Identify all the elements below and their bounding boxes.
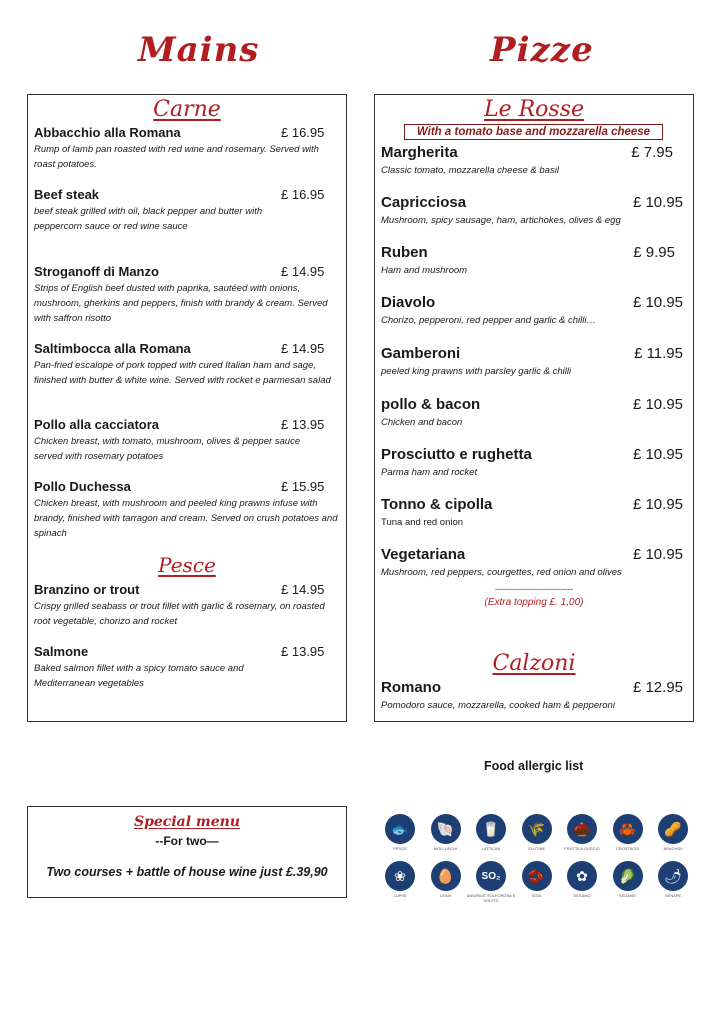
item-name: Beef steak — [34, 187, 100, 202]
item-description: Classic tomato, mozzarella cheese & basil — [381, 165, 559, 176]
item-description: Mushroom, red peppers, courgettes, red onion and olives — [381, 567, 622, 578]
item-name: Stroganoff di Manzo — [34, 264, 159, 279]
item-name: Capricciosa — [381, 194, 467, 211]
item-price: £ 13.95 — [281, 644, 325, 659]
sesame-icon: ✿ — [567, 861, 597, 891]
fish-icon: 🐟 — [385, 814, 415, 844]
allergen-label: ARACHIDI — [663, 846, 683, 851]
carne-heading: Carne — [153, 97, 221, 122]
item-description: Parma ham and rocket — [381, 467, 478, 478]
soy-icon: 🫘 — [522, 861, 552, 891]
item-price: £ 15.95 — [281, 479, 325, 494]
item-description: Tuna and red onion — [381, 517, 464, 528]
divider-line: -------------------------- — [495, 584, 573, 594]
shell-icon: 🐚 — [431, 814, 461, 844]
item-price: £ 10.95 — [632, 446, 683, 463]
item-description: Chicken and bacon — [381, 417, 463, 428]
mustard-icon: 🌶 — [658, 861, 688, 891]
item-description: Crispy grilled seabass or trout fillet with garlic & rosemary, on roasted root vegetable, chorizo and rocket — [34, 601, 325, 627]
lupin-icon: ❀ — [385, 861, 415, 891]
allergen-label: SOIA — [531, 893, 542, 898]
peanut-icon: 🥜 — [658, 814, 688, 844]
wheat-icon: 🌾 — [522, 814, 552, 844]
special-menu-box — [27, 806, 347, 898]
item-name: Tonno & cipolla — [381, 496, 493, 513]
milk-icon: 🥛 — [476, 814, 506, 844]
item-name: Branzino or trout — [34, 582, 140, 597]
crab-icon: 🦀 — [613, 814, 643, 844]
allergen-label: UOVA — [439, 893, 452, 898]
celery-icon: 🥬 — [613, 861, 643, 891]
egg-icon: 🥚 — [431, 861, 461, 891]
extra-topping-note: (Extra topping £. 1,00) — [484, 597, 584, 608]
item-name: Pollo alla cacciatora — [34, 417, 160, 432]
item-price: £ 14.95 — [281, 582, 325, 597]
item-price: £ 11.95 — [634, 345, 683, 362]
item-description: Chicken breast, with tomato, mushroom, olives & pepper sauce served with rosemary potatoes — [34, 436, 301, 462]
allergen-label: MOLLUSCHI — [433, 846, 458, 851]
item-name: Romano — [381, 679, 441, 696]
allergen-label: FRUTTA A GUSCIO — [564, 846, 600, 851]
item-description: Baked salmon fillet with a spicy tomato sauce and Mediterranean vegetables — [34, 663, 244, 689]
item-description: peeled king prawns with parsley garlic & chilli — [381, 366, 572, 377]
pizze-panel — [374, 94, 694, 722]
special-menu-offer: Two courses + battle of house wine just £.39,90 — [46, 865, 328, 879]
allergen-label: PESCE — [393, 846, 407, 851]
item-price: £ 10.95 — [632, 496, 683, 513]
allergen-label: CROSTACEI — [615, 846, 640, 851]
item-name: pollo & bacon — [381, 396, 481, 413]
item-description: Rump of lamb pan roasted with red wine and rosemary. Served with roast potatoes. — [34, 144, 319, 170]
allergen-label: LUPINI — [393, 893, 407, 898]
item-name: Vegetariana — [381, 546, 466, 563]
item-price: £ 12.95 — [632, 679, 683, 696]
item-name: Diavolo — [381, 294, 436, 311]
item-name: Pollo Duchessa — [34, 479, 131, 494]
item-price: £ 10.95 — [632, 396, 683, 413]
item-name: Prosciutto e rughetta — [381, 446, 532, 463]
item-price: £ 10.95 — [632, 546, 683, 563]
item-price: £ 14.95 — [281, 341, 325, 356]
allergen-list-title: Food allergic list — [484, 759, 584, 773]
item-price: £ 10.95 — [632, 194, 683, 211]
item-price: £ 14.95 — [281, 264, 325, 279]
allergen-label: SENAPE — [664, 893, 682, 898]
item-name: Salmone — [34, 644, 89, 659]
allergen-grid — [380, 812, 700, 902]
item-description: Strips of English beef dusted with paprika, sautéed with onions, mushroom, gherkins and peppers, finish with brandy & cream. Served with saffron risotto — [34, 283, 328, 324]
allergen-label: LATTICINI — [481, 846, 501, 851]
le-rosse-heading: Le Rosse — [483, 97, 585, 122]
item-description: Chicken breast, with mushroom and peeled king prawns infuse with brandy, finished with tarragon and cream. Served on crush potatoes and spinach — [34, 498, 338, 539]
item-name: Ruben — [381, 244, 428, 261]
allergen-label: SEDANO — [619, 893, 636, 898]
item-name: Gamberoni — [381, 345, 461, 362]
special-menu-title: Special menu — [134, 814, 240, 830]
item-price: £ 16.95 — [281, 125, 325, 140]
allergen-label: GLUTINE — [527, 846, 546, 851]
item-price: £ 13.95 — [281, 417, 325, 432]
item-name: Saltimbocca alla Romana — [34, 341, 191, 356]
mains-heading: Mains — [138, 30, 260, 70]
allergen-label: SESAMO — [573, 893, 591, 898]
item-name: Abbacchio alla Romana — [34, 125, 181, 140]
allergen-label: ANIDRIDE SOLFOROSA E SOLFITI — [466, 893, 516, 903]
item-description: Chorizo, pepperoni, red pepper and garlic & chilli… — [381, 315, 596, 326]
item-price: £ 9.95 — [633, 244, 675, 261]
item-price: £ 10.95 — [632, 294, 683, 311]
le-rosse-subtitle: With a tomato base and mozzarella cheese — [404, 124, 663, 140]
calzoni-heading: Calzoni — [492, 651, 576, 676]
special-menu-subtitle: --For two— — [155, 834, 219, 848]
pizze-heading: Pizze — [490, 30, 594, 70]
item-description: Ham and mushroom — [381, 265, 468, 276]
item-price: £ 7.95 — [631, 144, 673, 161]
sulphite-icon: SO₂ — [476, 861, 506, 891]
item-description: Pan-fried escalope of pork topped with cured Italian ham and sage, finished with butter & white wine. Served with rocket e parmesan salad — [34, 360, 331, 386]
pesce-heading: Pesce — [158, 553, 216, 577]
nut-icon: 🌰 — [567, 814, 597, 844]
item-description: Pomodoro sauce, mozzarella, cooked ham & pepperoni — [381, 700, 615, 711]
item-price: £ 16.95 — [281, 187, 325, 202]
item-description: Mushroom, spicy sausage, ham, artichokes, olives & egg — [381, 215, 621, 226]
item-name: Margherita — [381, 144, 458, 161]
mains-panel — [27, 94, 347, 722]
item-description: beef steak grilled with oil, black pepper and butter with peppercorn sauce or red wine sauce — [34, 206, 263, 232]
